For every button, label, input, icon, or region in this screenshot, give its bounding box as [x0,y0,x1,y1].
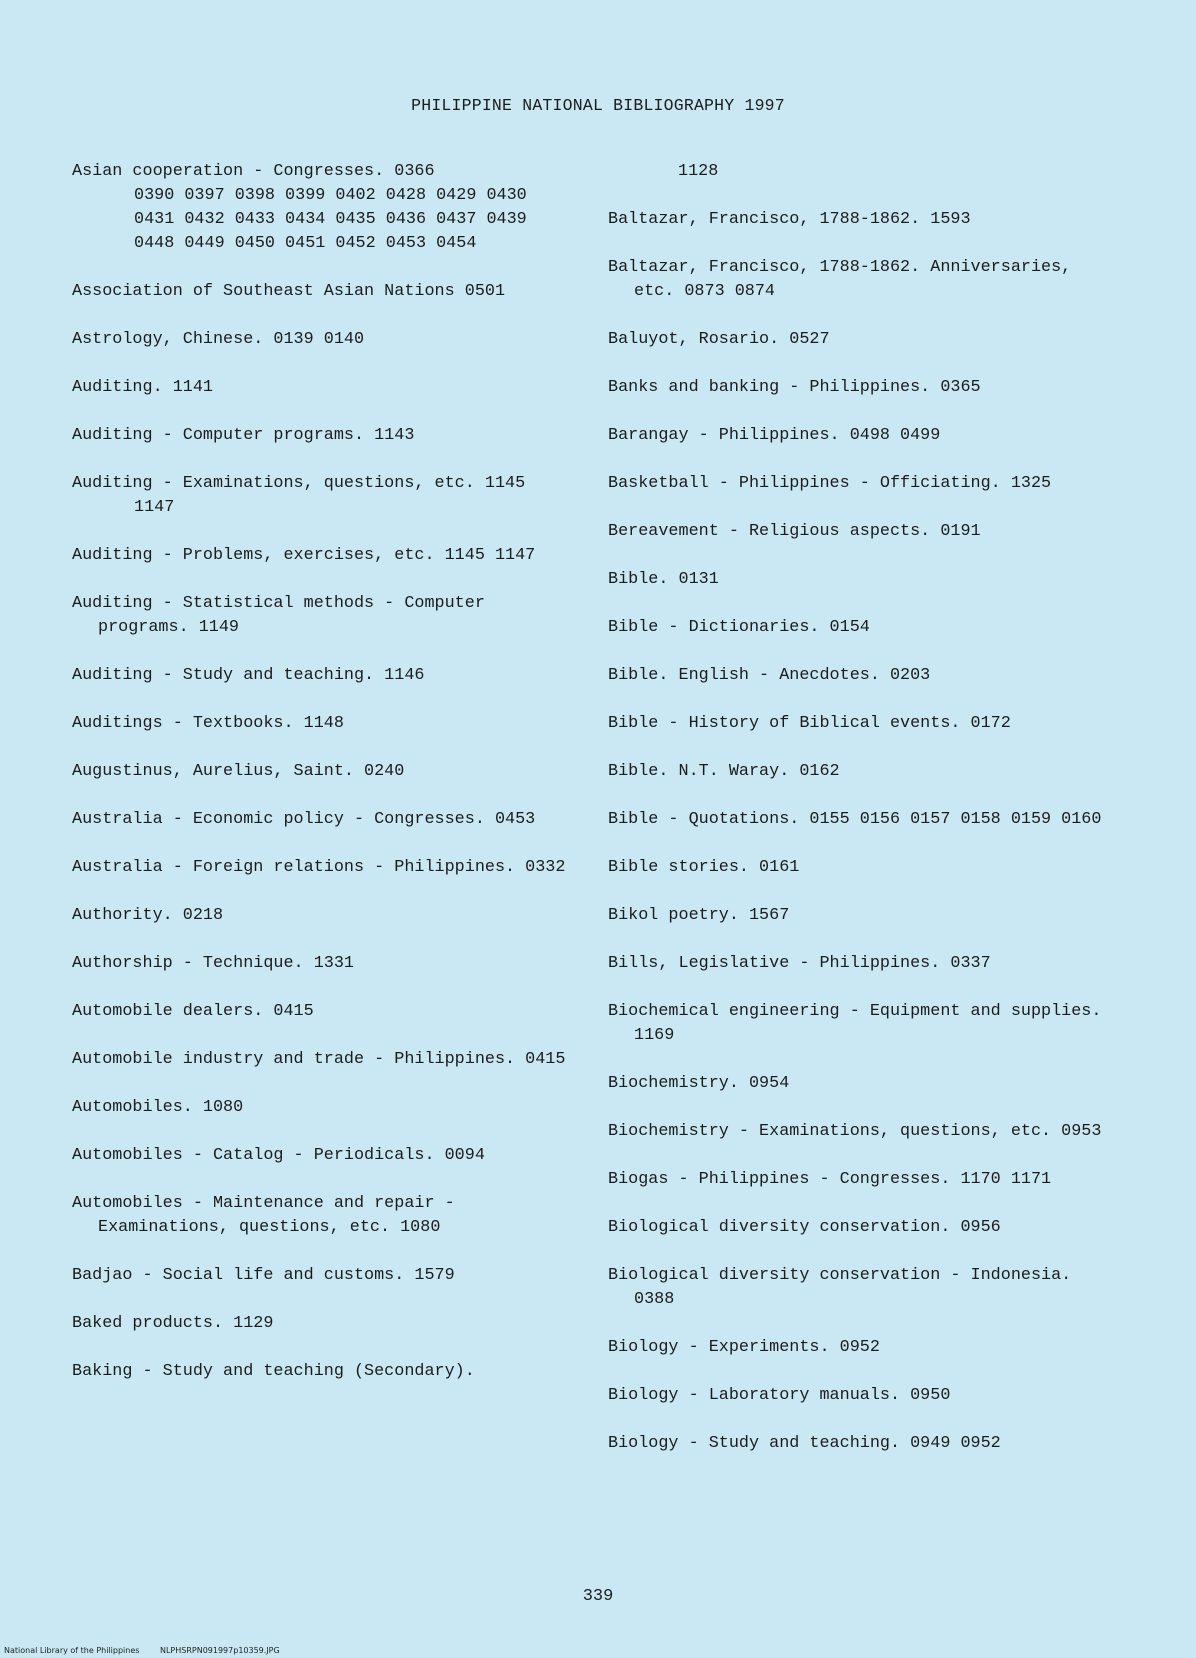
index-entry: Asian cooperation - Congresses. 0366 [72,162,435,181]
left-column [72,160,572,1408]
index-entry: Australia - Foreign relations - Philippines. 0332 [72,858,566,877]
index-entry: Auditing - Statistical methods - Computer programs. 1149 [72,594,485,637]
index-entry: Baltazar, Francisco, 1788-1862. 1593 [608,210,971,229]
index-entry: Badjao - Social life and customs. 1579 [72,1266,455,1285]
index-entry: Biology - Study and teaching. 0949 0952 [608,1434,1001,1453]
index-entry: Basketball - Philippines - Officiating. 1325 [608,474,1052,493]
index-entry: Banks and banking - Philippines. 0365 [608,378,981,397]
index-entry: Bible - History of Biblical events. 0172 [608,714,1011,733]
index-entry: Australia - Economic policy - Congresses. 0453 [72,810,536,829]
index-entry: Automobiles - Catalog - Periodicals. 0094 [72,1146,485,1165]
index-entry: Auditing - Computer programs. 1143 [72,426,415,445]
index-entry: Association of Southeast Asian Nations 0501 [72,282,506,301]
index-entry: Auditing - Study and teaching. 1146 [72,666,425,685]
file-name: NLPHSRPN091997p10359.JPG [159,1646,280,1655]
index-entry: Bible - Dictionaries. 0154 [608,618,870,637]
page-title: PHILIPPINE NATIONAL BIBLIOGRAPHY 1997 [411,96,785,115]
index-entry: Biological diversity conservation - Indonesia. 0388 [608,1266,1072,1309]
index-entry: Biochemistry. 0954 [608,1074,790,1093]
index-entry: Bikol poetry. 1567 [608,906,790,925]
index-entry: Bills, Legislative - Philippines. 0337 [608,954,991,973]
index-entry: Automobile industry and trade - Philippines. 0415 [72,1050,566,1069]
library-credit: National Library of the Philippines [4,1646,140,1655]
index-entry: Auditing - Examinations, questions, etc. 1145 1147 [72,474,526,517]
index-entry: Bible. N.T. Waray. 0162 [608,762,840,781]
index-entry: Automobiles - Maintenance and repair - Examinations, questions, etc. 1080 [72,1194,455,1237]
index-entry: Bereavement - Religious aspects. 0191 [608,522,981,541]
index-entry: Bible - Quotations. 0155 0156 0157 0158 0159 0160 [608,810,1102,829]
index-entry: Auditings - Textbooks. 1148 [72,714,344,733]
index-entry: Authorship - Technique. 1331 [72,954,354,973]
index-entry: Automobiles. 1080 [72,1098,244,1117]
index-entry: Augustinus, Aurelius, Saint. 0240 [72,762,405,781]
page-number: 339 [582,1587,614,1606]
index-entry: Auditing - Problems, exercises, etc. 1145 1147 [72,546,536,565]
index-entry: Biochemistry - Examinations, questions, etc. 0953 [608,1122,1102,1141]
index-entry: Biology - Experiments. 0952 [608,1338,880,1357]
index-entry: Biochemical engineering - Equipment and supplies. 1169 [608,1002,1102,1045]
index-entry: Baking - Study and teaching (Secondary). [72,1362,475,1381]
index-entry: Astrology, Chinese. 0139 0140 [72,330,365,349]
index-entry: Bible. English - Anecdotes. 0203 [608,666,931,685]
index-entry: Authority. 0218 [72,906,224,925]
index-entry-continuation: 1128 [678,162,719,181]
index-entry: Bible stories. 0161 [608,858,800,877]
index-entry: Baked products. 1129 [72,1314,274,1333]
index-entry: Biology - Laboratory manuals. 0950 [608,1386,951,1405]
index-entry: Automobile dealers. 0415 [72,1002,314,1021]
index-entry: Baluyot, Rosario. 0527 [608,330,830,349]
index-entry: Bible. 0131 [608,570,719,589]
index-entry: Baltazar, Francisco, 1788-1862. Anniversaries, etc. 0873 0874 [608,258,1072,301]
index-entry: Auditing. 1141 [72,378,213,397]
scan-footer [4,1646,298,1655]
index-entry: Biological diversity conservation. 0956 [608,1218,1001,1237]
index-entry: Biogas - Philippines - Congresses. 1170 1171 [608,1170,1052,1189]
index-entry-continuation: 0390 0397 0398 0399 0402 0428 0429 0430 0431 0432 0433 0434 0435 0436 0437 0439 0448 0449 0450 0451 0452 0453 0454 [134,186,527,253]
index-entry: Barangay - Philippines. 0498 0499 [608,426,941,445]
right-column [608,160,1108,1480]
